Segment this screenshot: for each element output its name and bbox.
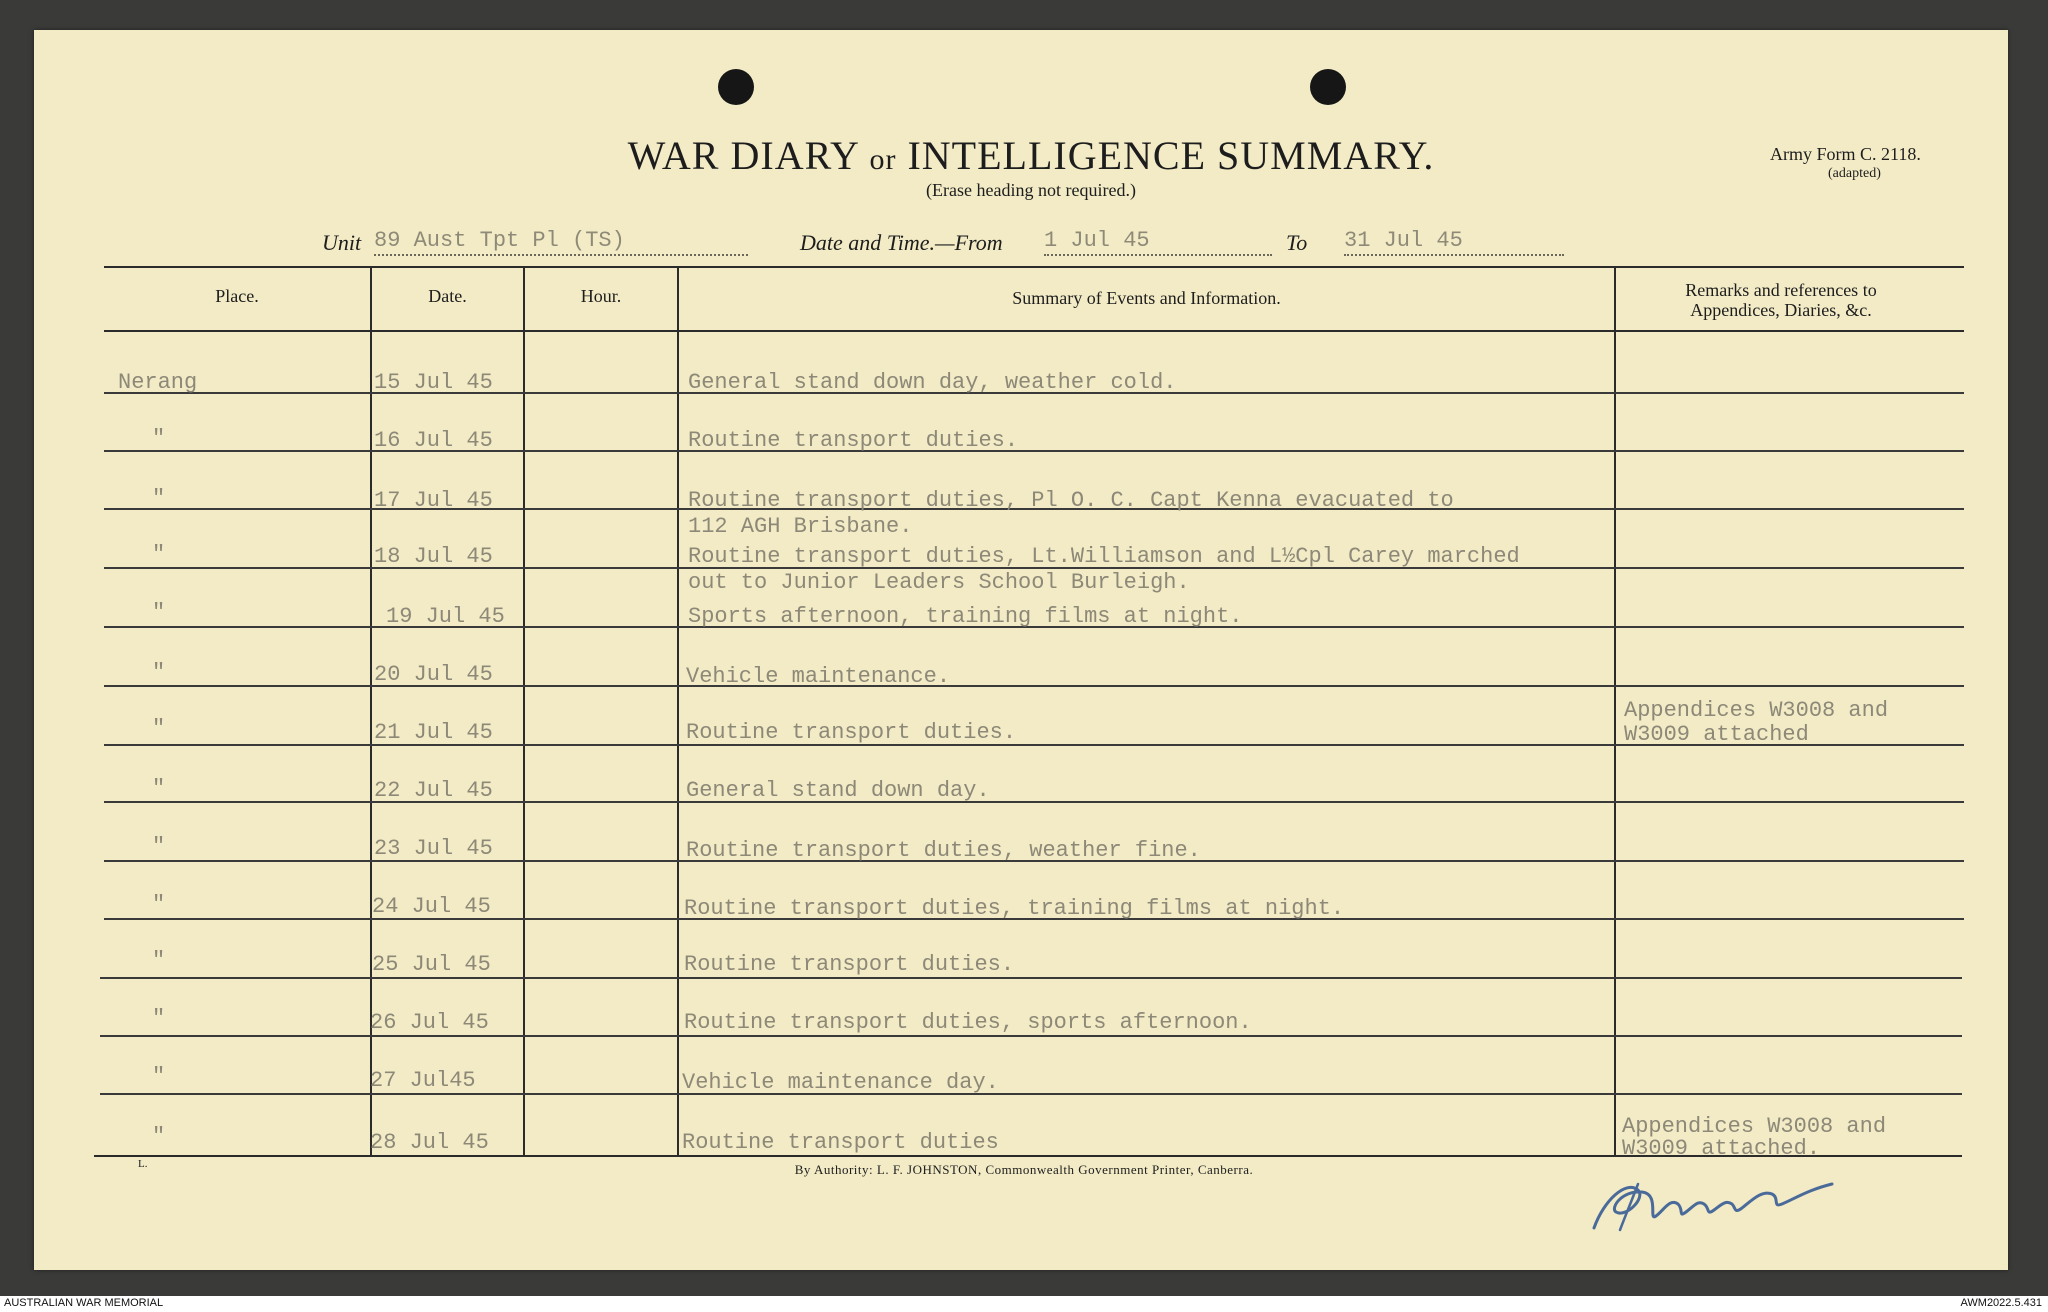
row-place: " [152,600,166,625]
unit-value: 89 Aust Tpt Pl (TS) [374,228,748,256]
archive-source-right: AWM2022.5.431 [1960,1297,2042,1309]
row-summary: Routine transport duties, training films at night. [684,896,1345,921]
column-divider-hour-summary [677,266,679,1155]
column-header-place: Place. [215,286,259,306]
row-summary: Routine transport duties. [686,720,1017,745]
punch-hole-right [1310,69,1346,105]
unit-label: Unit [322,230,362,255]
row-date: 25 Jul 45 [372,952,491,977]
row-summary: Routine transport duties, weather fine. [686,838,1201,863]
row-summary: Routine transport duties, Lt.Williamson and L½Cpl Carey marched [688,544,1520,569]
form-code-mark: L. [138,1158,148,1170]
title-war-diary: WAR DIARY [627,133,859,178]
row-rule [100,977,1962,979]
row-rule [100,1035,1962,1037]
column-divider-date-hour [523,266,525,1155]
army-form-number: Army Form C. 2118. [1770,144,1921,164]
row-place: " [152,834,166,859]
date-time-from-label: Date and Time.—From [800,230,1003,255]
form-subtitle: (Erase heading not required.) [926,180,1136,200]
from-value: 1 Jul 45 [1044,228,1272,256]
row-summary: Sports afternoon, training films at night. [688,604,1243,629]
row-place: " [152,948,166,973]
row-date: 19 Jul 45 [386,604,505,629]
row-remarks: Appendices W3008 and [1624,698,1889,723]
row-date: 23 Jul 45 [374,836,493,861]
header-bottom-rule [104,330,1964,332]
row-place: " [152,776,166,801]
row-place: " [152,542,166,567]
row-summary: General stand down day, weather cold. [688,370,1177,395]
form-title [606,132,1456,179]
row-place: Nerang [118,370,198,395]
row-remarks-continued: W3009 attached. [1622,1136,1821,1161]
table-top-rule [104,266,1964,268]
row-summary: General stand down day. [686,778,990,803]
printer-imprint: By Authority: L. F. JOHNSTON, Commonwealth Government Printer, Canberra. [794,1162,1254,1177]
column-header-remarks [1616,280,1946,320]
column-header-summary: Summary of Events and Information. [1012,288,1281,308]
row-place: " [152,486,166,511]
row-date: 18 Jul 45 [374,544,493,569]
row-place: " [152,1064,166,1089]
row-date: 16 Jul 45 [374,428,493,453]
row-summary: Routine transport duties. [684,952,1015,977]
column-header-remarks-line-1: Remarks and references to [1685,280,1877,300]
archive-caption-bar [0,1296,2048,1312]
title-intelligence-summary: INTELLIGENCE SUMMARY. [907,133,1435,178]
row-rule [100,1093,1962,1095]
row-remarks: Appendices W3008 and [1622,1114,1887,1139]
punch-hole-left [718,69,754,105]
row-summary: Routine transport duties, Pl O. C. Capt Kenna evacuated to [688,488,1454,513]
to-label: To [1286,230,1308,255]
army-form-adapted: (adapted) [1828,166,1881,181]
column-divider-summary-remarks [1614,266,1616,1155]
row-date: 24 Jul 45 [372,894,491,919]
row-date: 21 Jul 45 [374,720,493,745]
row-summary: Vehicle maintenance. [686,664,951,689]
row-date: 22 Jul 45 [374,778,493,803]
row-summary-continued: 112 AGH Brisbane. [688,514,913,539]
row-place: " [152,1124,166,1149]
row-summary: Routine transport duties [682,1130,999,1155]
row-date: 20 Jul 45 [374,662,493,687]
row-summary: Routine transport duties, sports afternoon. [684,1010,1252,1035]
row-place: " [152,426,166,451]
row-place: " [152,716,166,741]
row-remarks-continued: W3009 attached [1624,722,1809,747]
row-summary: Vehicle maintenance day. [682,1070,999,1095]
to-value: 31 Jul 45 [1344,228,1564,256]
row-date: 26 Jul 45 [370,1010,489,1035]
signature-image [1586,1160,1836,1240]
row-summary: Routine transport duties. [688,428,1019,453]
column-header-remarks-line-2: Appendices, Diaries, &c. [1690,300,1872,320]
column-header-hour: Hour. [580,286,622,306]
row-date: 17 Jul 45 [374,488,493,513]
row-date: 27 Jul45 [370,1068,476,1093]
war-diary-page [34,30,2008,1270]
row-place: " [152,892,166,917]
column-header-date: Date. [428,286,467,306]
row-place: " [152,1006,166,1031]
row-date: 15 Jul 45 [374,370,493,395]
row-summary-continued: out to Junior Leaders School Burleigh. [688,570,1190,595]
title-or: or [869,143,897,176]
archive-source-left: AUSTRALIAN WAR MEMORIAL [4,1297,164,1309]
row-date: 28 Jul 45 [370,1130,489,1155]
row-place: " [152,660,166,685]
